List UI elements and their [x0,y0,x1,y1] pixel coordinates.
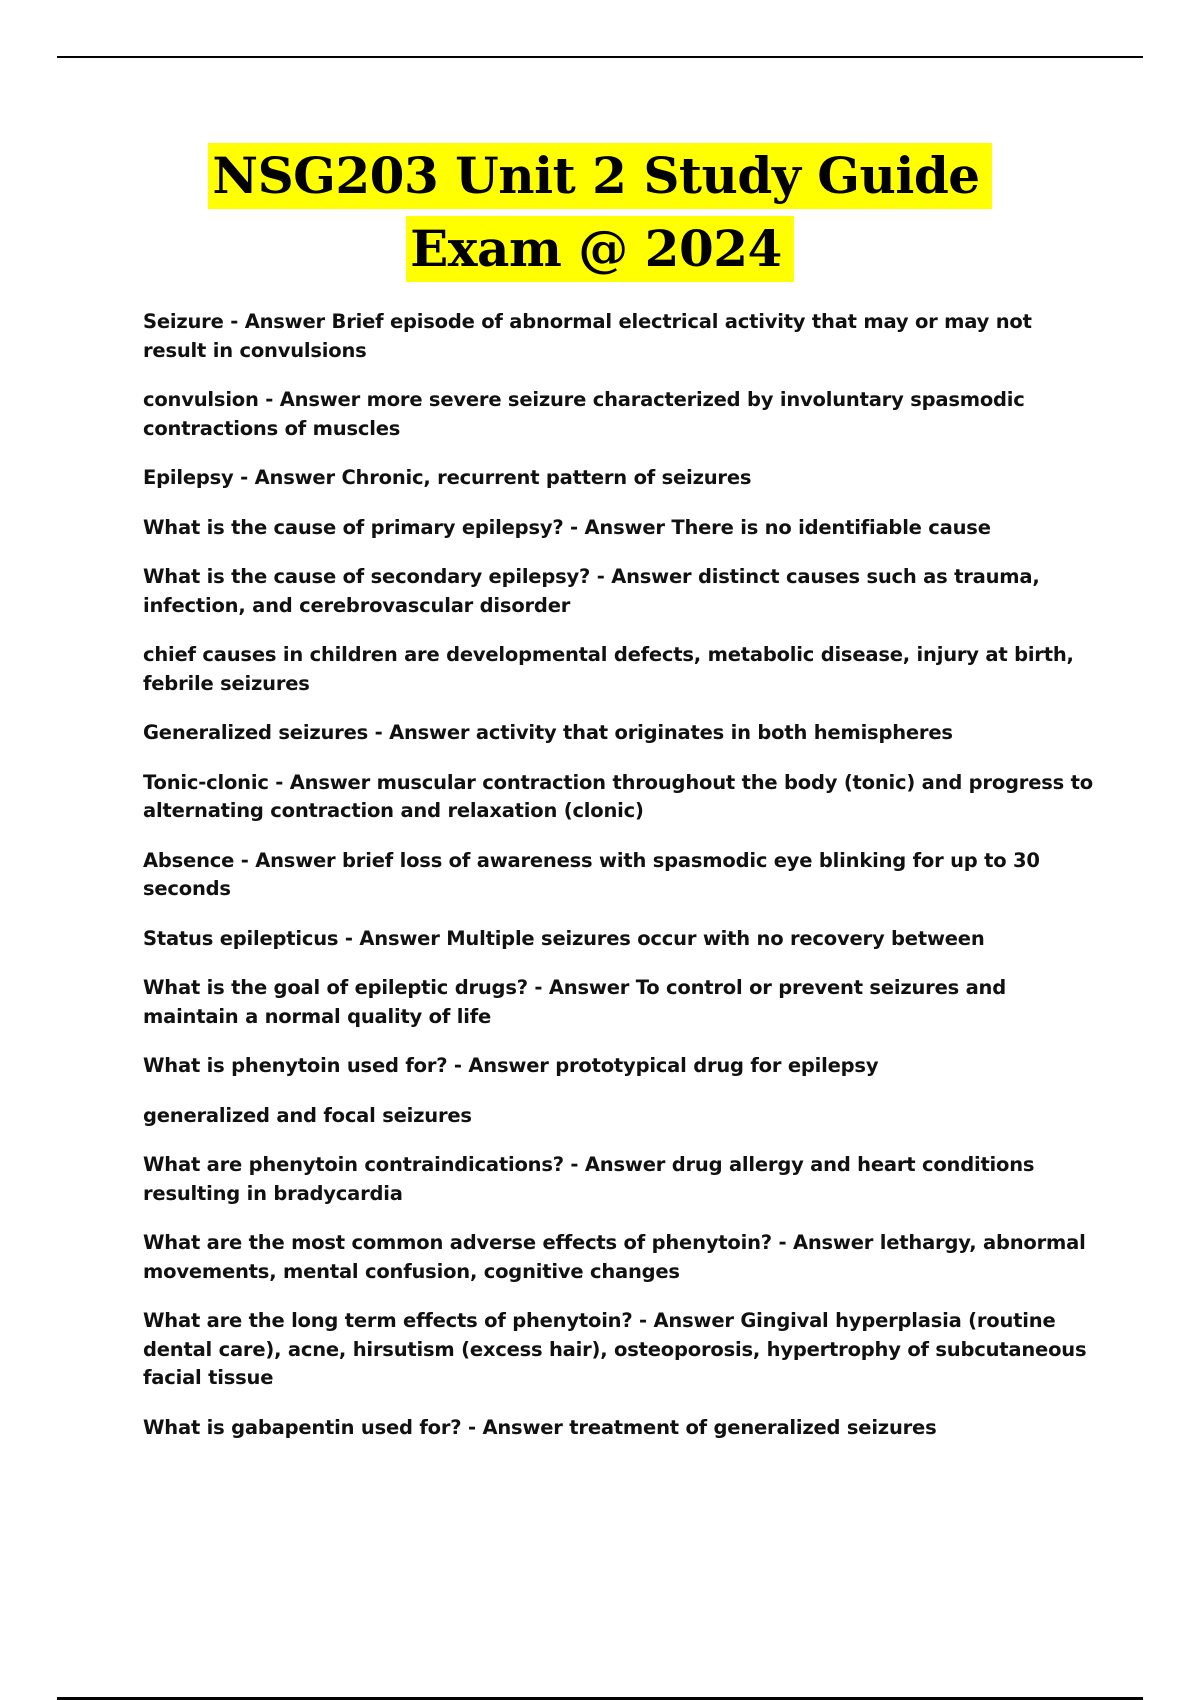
qa-item: What are the most common adverse effects of phenytoin? - Answer lethargy, abnormal movements, mental confusion, cognitive changes [143,1231,1086,1283]
qa-item: Tonic-clonic - Answer muscular contraction throughout the body (tonic) and progress to alternating contraction and relaxation (clonic) [143,770,1093,822]
qa-list [143,308,1093,1463]
qa-item: Seizure - Answer Brief episode of abnormal electrical activity that may or may not result in convulsions [143,310,1032,362]
document-title [0,143,1200,282]
qa-item: Epilepsy - Answer Chronic, recurrent pattern of seizures [143,466,752,489]
qa-item: What is the cause of secondary epilepsy? - Answer distinct causes such as trauma, infection, and cerebrovascular disorder [143,565,1040,617]
qa-item: What are phenytoin contraindications? - Answer drug allergy and heart conditions resulting in bradycardia [143,1153,1035,1205]
qa-item: Absence - Answer brief loss of awareness with spasmodic eye blinking for up to 30 seconds [143,848,1040,900]
qa-item: Status epilepticus - Answer Multiple seizures occur with no recovery between [143,926,985,950]
title-line-2: Exam @ 2024 [406,216,794,282]
qa-item: What is the cause of primary epilepsy? - Answer There is no identifiable cause [143,515,991,539]
qa-item: What is gabapentin used for? - Answer treatment of generalized seizures [143,1415,937,1439]
qa-item: Generalized seizures - Answer activity that originates in both hemispheres [143,721,953,744]
qa-item: generalized and focal seizures [143,1103,472,1127]
top-rule [57,56,1143,58]
qa-item: What is phenytoin used for? - Answer prototypical drug for epilepsy [143,1054,879,1077]
qa-item: convulsion - Answer more severe seizure characterized by involuntary spasmodic contractions of muscles [143,388,1025,440]
qa-item: What are the long term effects of phenytoin? - Answer Gingival hyperplasia (routine dental care), acne, hirsutism (excess hair), osteoporosis, hypertrophy of subcutaneous facial tissue [143,1309,1087,1389]
qa-item: What is the goal of epileptic drugs? - Answer To control or prevent seizures and maintain a normal quality of life [143,976,1006,1028]
title-line-1: NSG203 Unit 2 Study Guide [208,143,991,209]
qa-item: chief causes in children are developmental defects, metabolic disease, injury at birth, febrile seizures [143,643,1074,695]
